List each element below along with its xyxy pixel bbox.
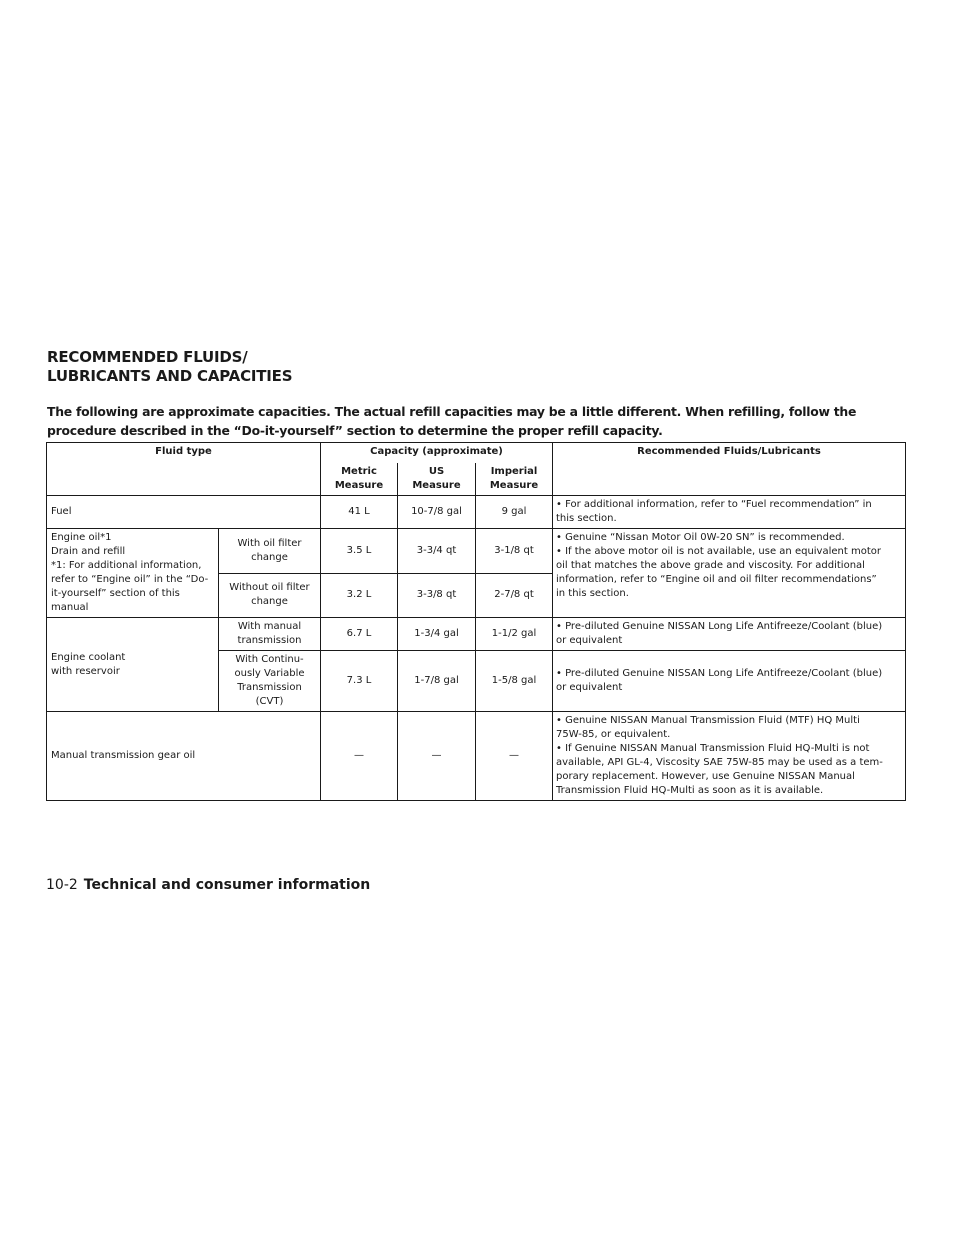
fuel-metric: 41 L [321,496,398,529]
fluid-type-header: Fluid type [47,443,321,496]
table-row-coolant-manual [47,618,906,651]
section-heading-line-1: RECOMMENDED FLUIDS/ [47,348,248,366]
table-row-fuel [47,496,906,529]
coolant-manual-recommended: • Pre-diluted Genuine NISSAN Long Life Antifreeze/Coolant (blue) or equivalent [553,618,906,651]
coolant-manual-imperial: 1-1/2 gal [476,618,553,651]
manual-gear-oil-imperial: — [476,712,553,801]
manual-gear-oil-metric: — [321,712,398,801]
section-heading-line-2: LUBRICANTS AND CAPACITIES [47,367,293,385]
oil-without-filter-metric: 3.2 L [321,573,398,618]
oil-without-filter-us: 3-3/8 qt [398,573,476,618]
coolant-cvt-metric: 7.3 L [321,651,398,712]
coolant-cvt-recommended: • Pre-diluted Genuine NISSAN Long Life Antifreeze/Coolant (blue) or equivalent [553,651,906,712]
coolant-cvt-us: 1-7/8 gal [398,651,476,712]
fuel-label: Fuel [47,496,321,529]
manual-gear-oil-recommended: • Genuine NISSAN Manual Transmission Fluid (MTF) HQ Multi 75W-85, or equivalent. • If Genuine NISSAN Manual Transmission Fluid HQ-Multi is not available, API GL-4, Viscosity SAE 75W-85 may be used as a tem- porary replacement. However, use Genuine NISSAN Manual Transmission Fluid HQ-Multi as soon as it is available. [553,712,906,801]
oil-with-filter-us: 3-3/4 qt [398,529,476,574]
intro-paragraph: The following are approximate capacities. The actual refill capacities may be a little different. When refilling, follow the procedure described in the “Do-it-yourself” section to determine the proper refill capacity. [47,404,857,438]
coolant-label: Engine coolant with reservoir [47,618,219,712]
oil-without-filter-imperial: 2-7/8 qt [476,573,553,618]
coolant-cvt-imperial: 1-5/8 gal [476,651,553,712]
metric-header: Metric Measure [321,463,398,496]
coolant-manual-metric: 6.7 L [321,618,398,651]
capacities-table [46,442,906,801]
oil-with-filter-label: With oil filter change [219,529,321,574]
table-row-engine-oil-with-filter [47,529,906,574]
fuel-us: 10-7/8 gal [398,496,476,529]
footer-section-title: Technical and consumer information [83,877,371,893]
capacity-header: Capacity (approximate) [321,443,553,464]
fuel-recommended: • For additional information, refer to “Fuel recommendation” in this section. [553,496,906,529]
table-header-row [47,443,906,464]
imperial-header: Imperial Measure [476,463,553,496]
coolant-manual-us: 1-3/4 gal [398,618,476,651]
coolant-manual-label: With manual transmission [219,618,321,651]
oil-with-filter-metric: 3.5 L [321,529,398,574]
engine-oil-recommended: • Genuine “Nissan Motor Oil 0W-20 SN” is recommended. • If the above motor oil is not available, use an equivalent motor oil that matches the above grade and viscosity. For additional information, refer to “Engine oil and oil filter recommendations” in this section. [553,529,906,618]
engine-oil-label: Engine oil*1 Drain and refill *1: For additional information, refer to “Engine oil” in the “Do- it-yourself” section of this manual [47,529,219,618]
us-header: US Measure [398,463,476,496]
oil-with-filter-imperial: 3-1/8 qt [476,529,553,574]
page-footer [46,876,370,894]
recommended-header: Recommended Fluids/Lubricants [553,443,906,496]
fuel-imperial: 9 gal [476,496,553,529]
oil-without-filter-label: Without oil filter change [219,573,321,618]
coolant-cvt-label: With Continu- ously Variable Transmission (CVT) [219,651,321,712]
section-heading [47,348,292,386]
manual-gear-oil-label: Manual transmission gear oil [47,712,321,801]
page-number: 10-2 [46,877,78,893]
manual-gear-oil-us: — [398,712,476,801]
table-row-manual-gear-oil [47,712,906,801]
